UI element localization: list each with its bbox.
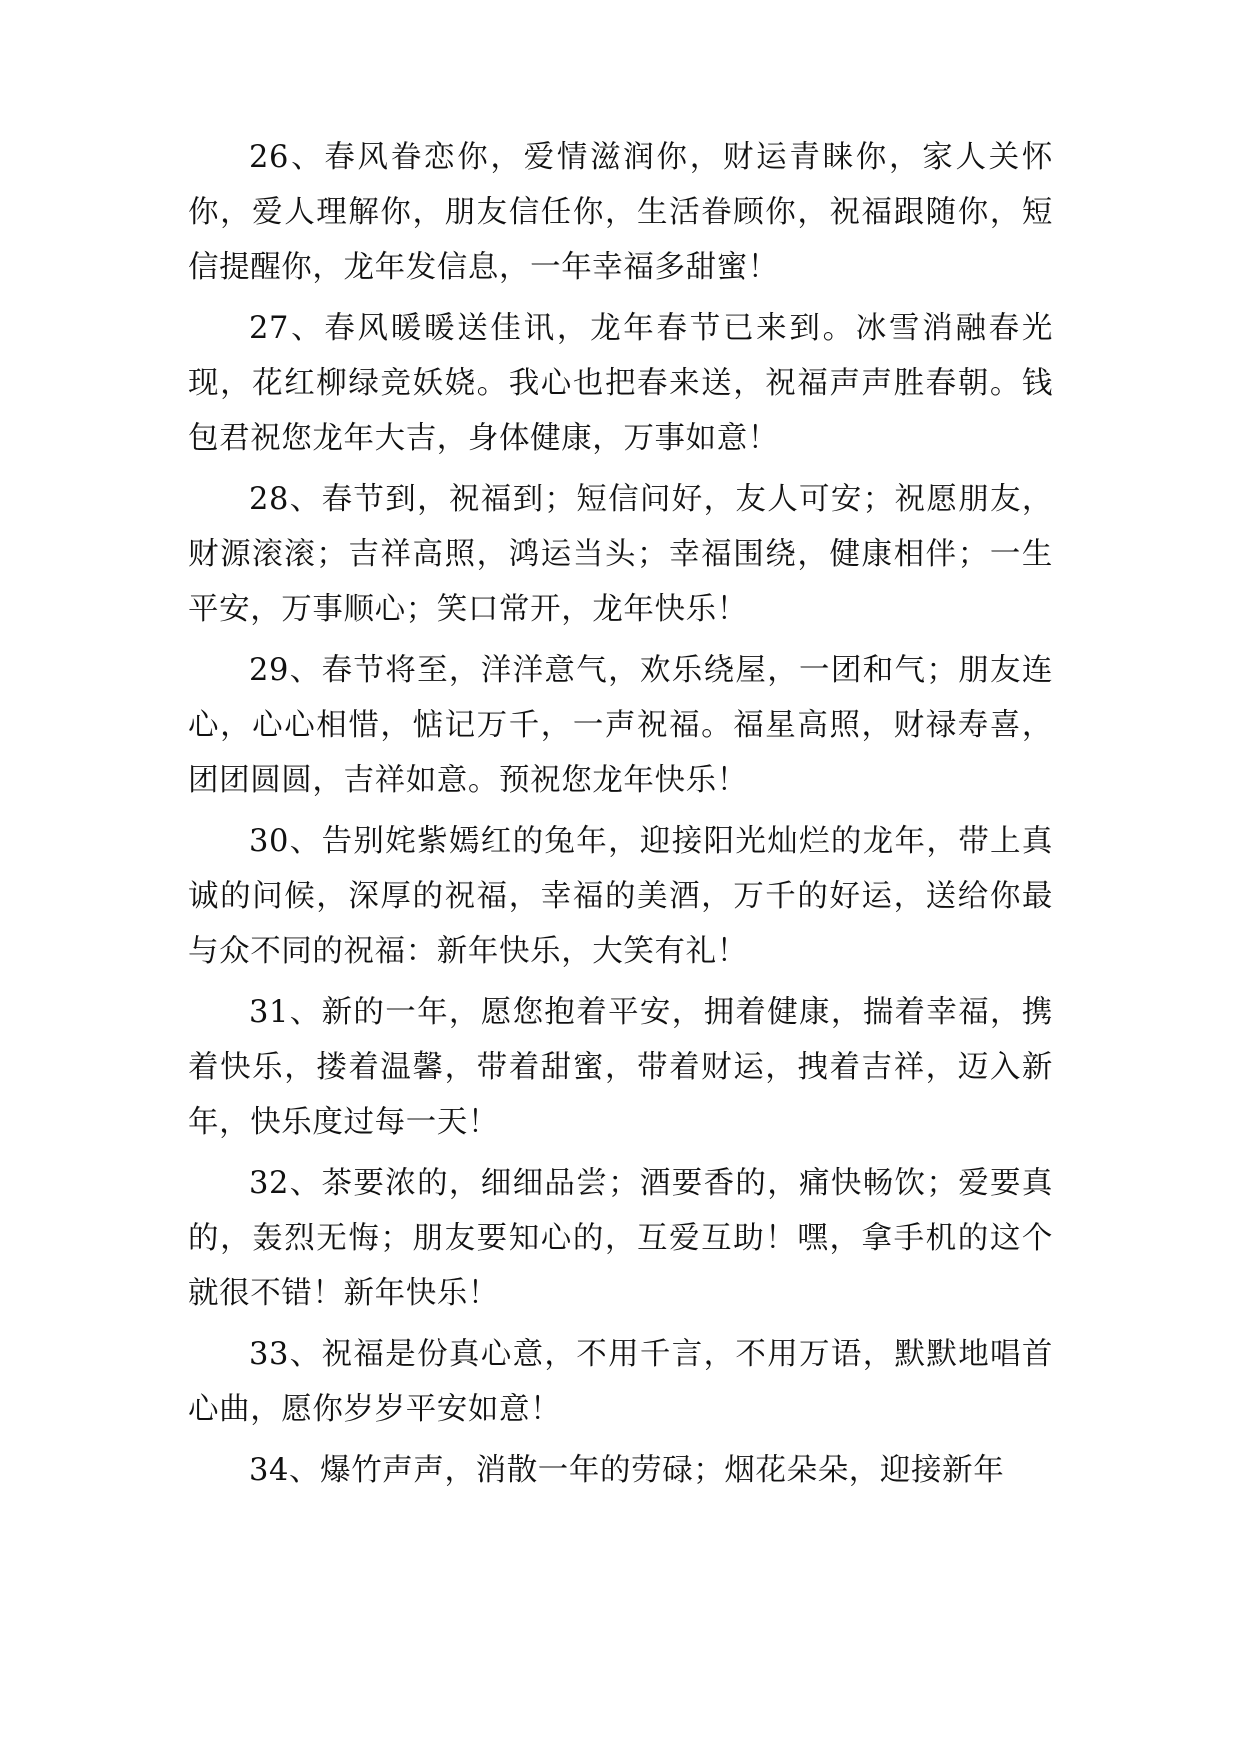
paragraph: 27、春风暖暖送佳讯，龙年春节已来到。冰雪消融春光现，花红柳绿竞妖娆。我心也把春来送，祝福声声胜春朝。钱包君祝您龙年大吉，身体健康，万事如意！ — [188, 311, 1053, 456]
paragraph: 30、告别姹紫嫣红的兔年，迎接阳光灿烂的龙年，带上真诚的问候，深厚的祝福，幸福的美酒，万千的好运，送给你最与众不同的祝福：新年快乐，大笑有礼！ — [188, 824, 1053, 969]
paragraph: 26、春风眷恋你，爱情滋润你，财运青睐你，家人关怀你，爱人理解你，朋友信任你，生活眷顾你，祝福跟随你，短信提醒你，龙年发信息，一年幸福多甜蜜！ — [188, 140, 1053, 285]
paragraph: 29、春节将至，洋洋意气，欢乐绕屋，一团和气；朋友连心，心心相惜，惦记万千，一声祝福。福星高照，财禄寿喜，团团圆圆，吉祥如意。预祝您龙年快乐！ — [188, 653, 1053, 798]
document-body — [188, 130, 1053, 1498]
paragraph: 34、爆竹声声，消散一年的劳碌；烟花朵朵，迎接新年 — [249, 1453, 1005, 1488]
paragraph: 32、茶要浓的，细细品尝；酒要香的，痛快畅饮；爱要真的，轰烈无悔；朋友要知心的，互爱互助！嘿，拿手机的这个就很不错！新年快乐！ — [188, 1166, 1053, 1311]
paragraph: 33、祝福是份真心意，不用千言，不用万语，默默地唱首心曲，愿你岁岁平安如意！ — [188, 1337, 1053, 1427]
paragraph: 31、新的一年，愿您抱着平安，拥着健康，揣着幸福，携着快乐，搂着温馨，带着甜蜜，带着财运，拽着吉祥，迈入新年，快乐度过每一天！ — [188, 995, 1053, 1140]
paragraph: 28、春节到，祝福到；短信问好，友人可安；祝愿朋友，财源滚滚；吉祥高照，鸿运当头；幸福围绕，健康相伴；一生平安，万事顺心；笑口常开，龙年快乐！ — [188, 482, 1053, 627]
